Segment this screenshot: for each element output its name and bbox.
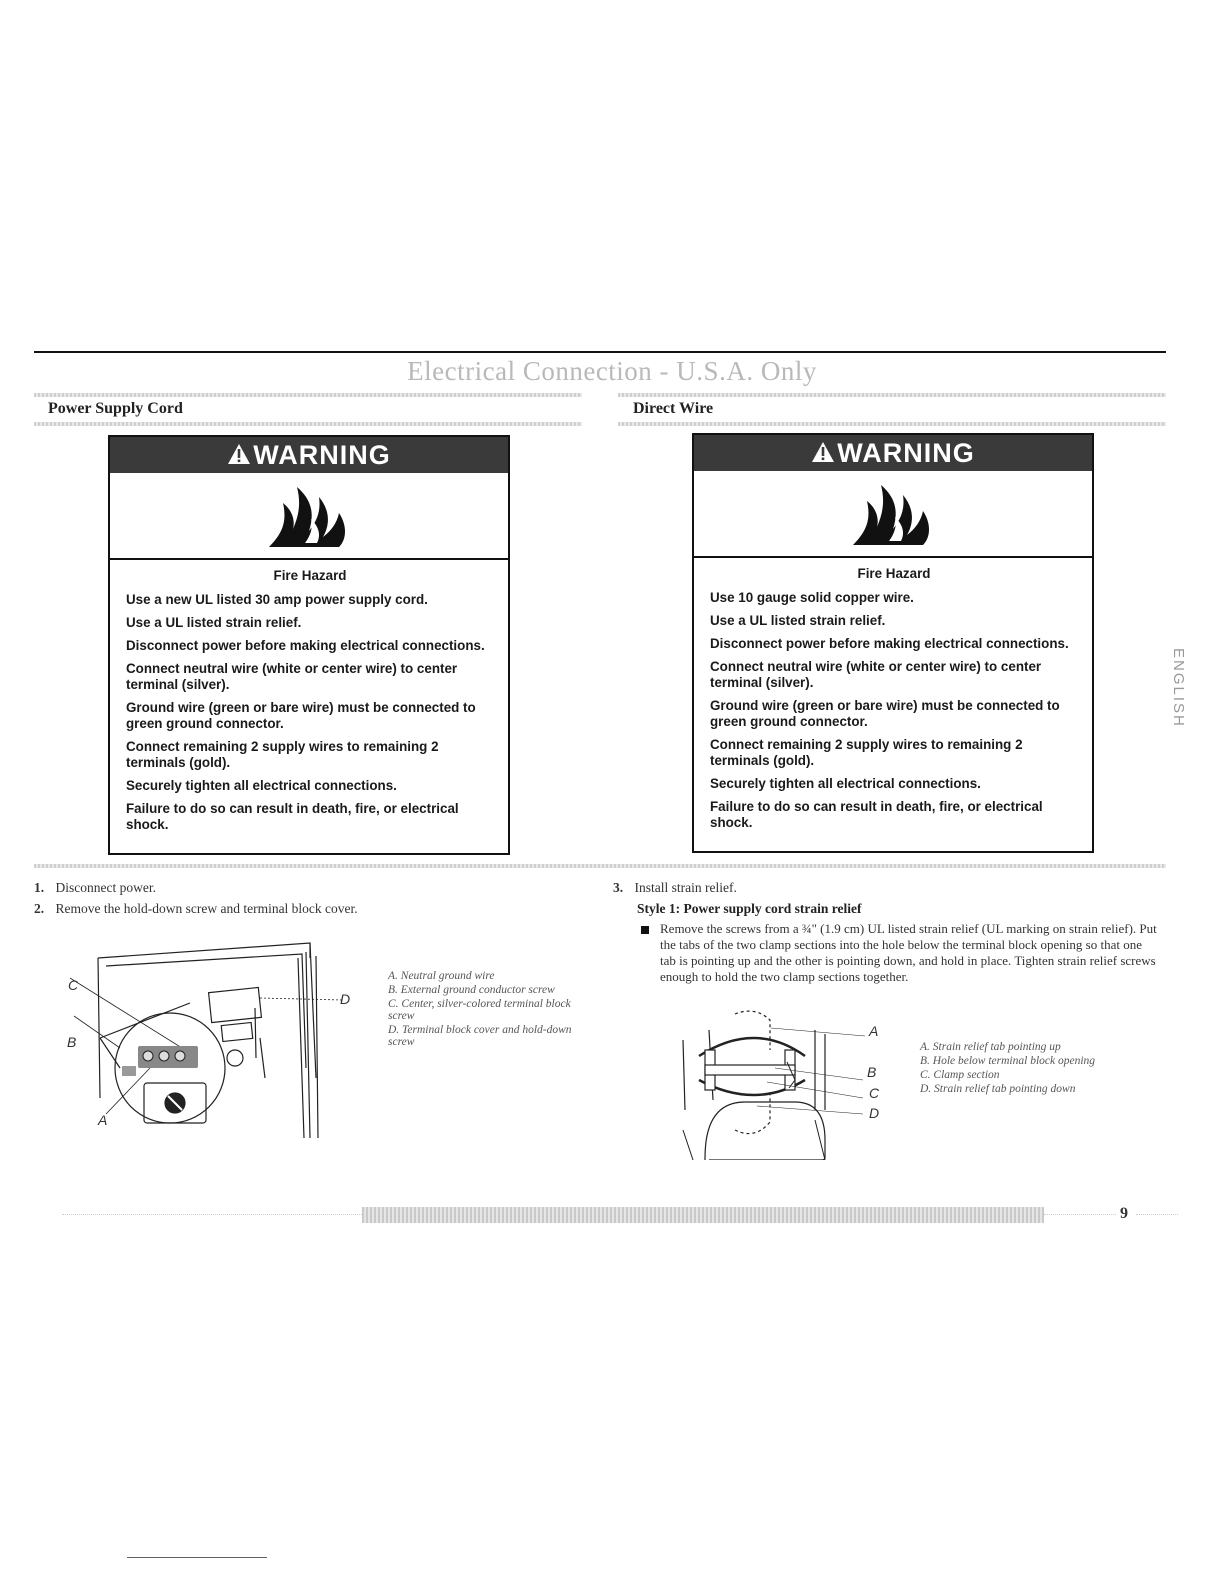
- caption: D. Strain relief tab pointing down: [920, 1083, 1076, 1095]
- strain-relief-illustration: [675, 1010, 895, 1160]
- callout-d: D: [340, 991, 351, 1007]
- callout-d: D: [869, 1105, 880, 1121]
- figure-captions-right: [920, 1041, 1160, 1097]
- warning-line: Connect remaining 2 supply wires to remaining 2 terminals (gold).: [126, 739, 439, 770]
- caption: B. External ground conductor screw: [388, 984, 555, 996]
- warning-line: Connect remaining 2 supply wires to remaining 2 terminals (gold).: [710, 737, 1023, 768]
- section-band-right: [618, 393, 1166, 397]
- step-number: 1.: [34, 880, 45, 895]
- page-title: Electrical Connection - U.S.A. Only: [407, 356, 817, 386]
- callout-a: A: [869, 1023, 879, 1039]
- warning-box-left: [108, 435, 510, 855]
- warning-line: Disconnect power before making electrical connections.: [710, 636, 1069, 651]
- caption: D. Terminal block cover and hold-down screw: [388, 1024, 572, 1048]
- section-title-direct-wire: Direct Wire: [633, 400, 714, 417]
- warning-line: Connect neutral wire (white or center wire) to center terminal (silver).: [710, 659, 1042, 690]
- figure-captions-left: [388, 970, 588, 1050]
- warning-triangle-icon: [811, 435, 835, 475]
- section-band-right-bottom: [618, 422, 1166, 426]
- warning-line: Ground wire (green or bare wire) must be connected to green ground connector.: [710, 698, 1060, 729]
- warning-line: Securely tighten all electrical connections.: [710, 776, 981, 791]
- caption: C. Clamp section: [920, 1069, 1000, 1081]
- steps-divider: [34, 864, 1166, 868]
- side-label-text: ENGLISH: [1170, 648, 1187, 728]
- terminal-block-illustration: [60, 938, 360, 1138]
- footer-dots-end: [1136, 1214, 1178, 1216]
- warning-triangle-icon: [227, 437, 251, 477]
- warning-header-label: WARNING: [837, 438, 975, 468]
- hazard-title: Fire Hazard: [857, 566, 931, 581]
- warning-line: Use a new UL listed 30 amp power supply cord.: [126, 592, 428, 607]
- fire-pane: [694, 471, 1092, 558]
- bullet-marker: [641, 926, 649, 934]
- callout-c: C: [869, 1085, 880, 1101]
- warning-box-right: [692, 433, 1094, 853]
- bullet-text: Remove the screws from a ¾" (1.9 cm) UL listed strain relief (UL marking on strain relief). Put the tabs of the two clamp sections into the hole below the terminal block opening so that one tab is pointing up and the other is pointing down, and hold in place. Tighten strain relief screws enough to hold the two clamp sections together.: [660, 921, 1157, 984]
- footer-dots-right: [1044, 1214, 1116, 1216]
- warning-line: Use a UL listed strain relief.: [126, 615, 302, 630]
- page-number: 9: [1120, 1205, 1128, 1222]
- caption: A. Strain relief tab pointing up: [920, 1041, 1061, 1053]
- style1-title: Style 1: Power supply cord strain relief: [637, 901, 862, 916]
- callout-b: B: [67, 1034, 77, 1050]
- footer-link-line: [127, 1557, 267, 1558]
- warning-line: Use 10 gauge solid copper wire.: [710, 590, 914, 605]
- step-1: [34, 880, 156, 896]
- fire-pane: [110, 473, 508, 560]
- step-number: 2.: [34, 901, 45, 916]
- section-title-power-supply-cord: Power Supply Cord: [48, 400, 183, 417]
- warning-text-right: [694, 558, 1092, 844]
- warning-text-left: [110, 560, 508, 846]
- section-band-left: [34, 393, 582, 397]
- warning-line: Failure to do so can result in death, fire, or electrical shock.: [710, 799, 1043, 830]
- footer-band: [362, 1207, 1044, 1223]
- warning-line: Ground wire (green or bare wire) must be connected to green ground connector.: [126, 700, 476, 731]
- caption: B. Hole below terminal block opening: [920, 1055, 1096, 1067]
- fire-hazard-icon: [265, 481, 355, 551]
- step-text: Disconnect power.: [55, 880, 156, 895]
- callout-b: B: [867, 1064, 877, 1080]
- warning-header: [110, 437, 508, 473]
- caption: C. Center, silver-colored terminal block screw: [388, 998, 571, 1022]
- step-text: Remove the hold-down screw and terminal block cover.: [55, 901, 358, 916]
- step-text: Install strain relief.: [634, 880, 737, 895]
- warning-line: Securely tighten all electrical connections.: [126, 778, 397, 793]
- fire-hazard-icon: [849, 479, 939, 549]
- warning-line: Failure to do so can result in death, fire, or electrical shock.: [126, 801, 459, 832]
- step-2: [34, 901, 358, 917]
- footer-dots-left: [62, 1214, 362, 1216]
- top-rule: [34, 351, 1166, 353]
- caption: A. Neutral ground wire: [388, 970, 495, 982]
- callout-c: C: [68, 977, 79, 993]
- step-number: 3.: [613, 880, 624, 895]
- hazard-title: Fire Hazard: [273, 568, 347, 583]
- side-language-label: [1166, 648, 1190, 728]
- warning-line: Disconnect power before making electrical connections.: [126, 638, 485, 653]
- warning-line: Connect neutral wire (white or center wire) to center terminal (silver).: [126, 661, 458, 692]
- warning-line: Use a UL listed strain relief.: [710, 613, 886, 628]
- warning-header: [694, 435, 1092, 471]
- warning-header-label: WARNING: [253, 440, 391, 470]
- step-3: [613, 880, 737, 896]
- callout-a: A: [98, 1112, 108, 1128]
- section-band-left-bottom: [34, 422, 582, 426]
